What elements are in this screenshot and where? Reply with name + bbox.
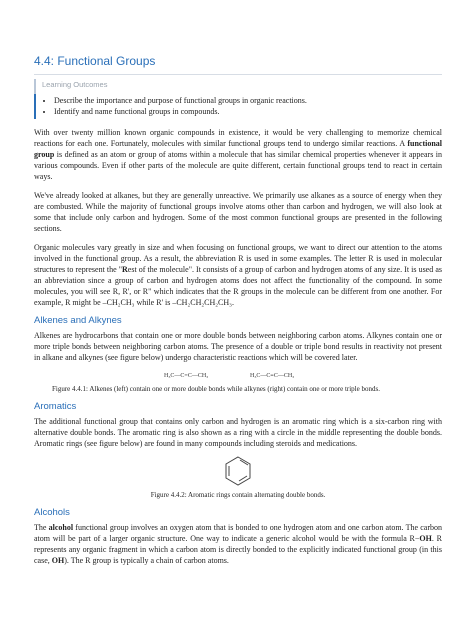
aromatics-paragraph: The additional functional group that contains only carbon and hydrogen is an aromatic ring which is a six-carbon ring with alternative double bonds. The aromatic ring is also shown as a ring with a circle in the middle representing the double bonds. Aromatic rings (see figure below) are found in many compounds including steroids and medications.	[34, 417, 442, 448]
alkyne-formula: H₃C—C≡C—CH₃	[250, 373, 295, 379]
learning-outcomes-box	[42, 94, 442, 119]
figure-2-caption: Figure 4.4.2: Aromatic rings contain alternating double bonds.	[150, 491, 326, 499]
alkene-formula: H₃C—C=C—CH₃	[164, 373, 209, 379]
alkene-structure	[164, 368, 244, 382]
title-divider	[34, 74, 442, 75]
figure-1-caption: Figure 4.4.1: Alkenes (left) contain one or more double bonds while alkynes (right) contain one or more triple bonds.	[52, 385, 380, 393]
outcomes-accent-bar	[34, 94, 36, 119]
alcohols-paragraph: The alcohol functional group involves an oxygen atom that is bonded to one hydrogen atom and one carbon atom. The carbon atom will be part of a larger organic structure. One way to indicate a generic alcohol would be with the formula R−OH. R represents any organic fragment in which a carbon atom is directly bonded to the explicitly indicated functional group (in this case, OH). The R group is typically a chain of carbon atoms.	[34, 523, 443, 565]
page-title: 4.4: Functional Groups	[34, 54, 156, 68]
heading-aromatics: Aromatics	[34, 401, 77, 412]
figure-aromatic-ring	[34, 455, 442, 487]
alkyne-structure	[250, 368, 330, 382]
article	[34, 54, 442, 566]
learning-outcomes-title: Learning Outcomes	[42, 80, 108, 89]
benzene-ring-icon	[222, 455, 254, 487]
figure-alkene-alkyne	[34, 368, 442, 382]
learning-outcomes	[34, 79, 442, 119]
heading-alkenes: Alkenes and Alkynes	[34, 315, 122, 326]
outcomes-list	[42, 95, 442, 117]
intro-paragraph-1: With over twenty million known organic compounds in existence, it would be very challenging to memorize chemical reactions for each one. Fortunately, molecules with similar functional groups tend to undergo similar reactions. A functional group is defined as an atom or group of atoms within a molecule that has similar chemical properties whenever it appears in various compounds. Even if other parts of the molecule are quite different, certain functional groups tend to react in certain ways.	[34, 128, 442, 181]
intro-paragraph-3: Organic molecules vary greatly in size and when focusing on functional groups, we want to direct our attention to the atoms involved in the functional group. As a result, the abbreviation R is used in some examples. The letter R is used in molecular structures to represent the "Rest of the molecule". It consists of a group of carbon and hydrogen atoms of any size. It is used as an abbreviation since a group of carbon and hydrogen atoms does not affect the functionality of the compound. In some molecules, you will see R, R', or R" which indicates that the R groups in the molecule can be different from one another. For example, R might be –CH₂CH₃ while R' is –CH₂CH₂CH₂CH₃.	[34, 243, 442, 307]
outcome-item: • Identify and name functional groups in compounds.	[54, 106, 442, 117]
term-r: R	[122, 265, 128, 274]
term-functional-group: functional group	[34, 139, 442, 159]
outcome-item: • Describe the importance and purpose of functional groups in organic reactions.	[54, 95, 442, 106]
alkenes-paragraph: Alkenes are hydrocarbons that contain one or more double bonds between neighboring carbon atoms. Alkynes contain one or more triple bonds between neighboring carbon atoms. The presence of a double or triple bond results in reactivity not present in alkane and alkynes (see figure below) undergo characteristic reactions which will be covered later.	[34, 331, 442, 362]
heading-alcohols: Alcohols	[34, 507, 70, 518]
intro-paragraph-2: We've already looked at alkanes, but they are generally unreactive. We primarily use alkanes as a source of energy when they are combusted. While the majority of functional groups involve atoms other than carbon and hydrogen, we will also look at some that include only carbon and hydrogen. Some of the most common functional groups are presented in the following sections.	[34, 191, 442, 233]
